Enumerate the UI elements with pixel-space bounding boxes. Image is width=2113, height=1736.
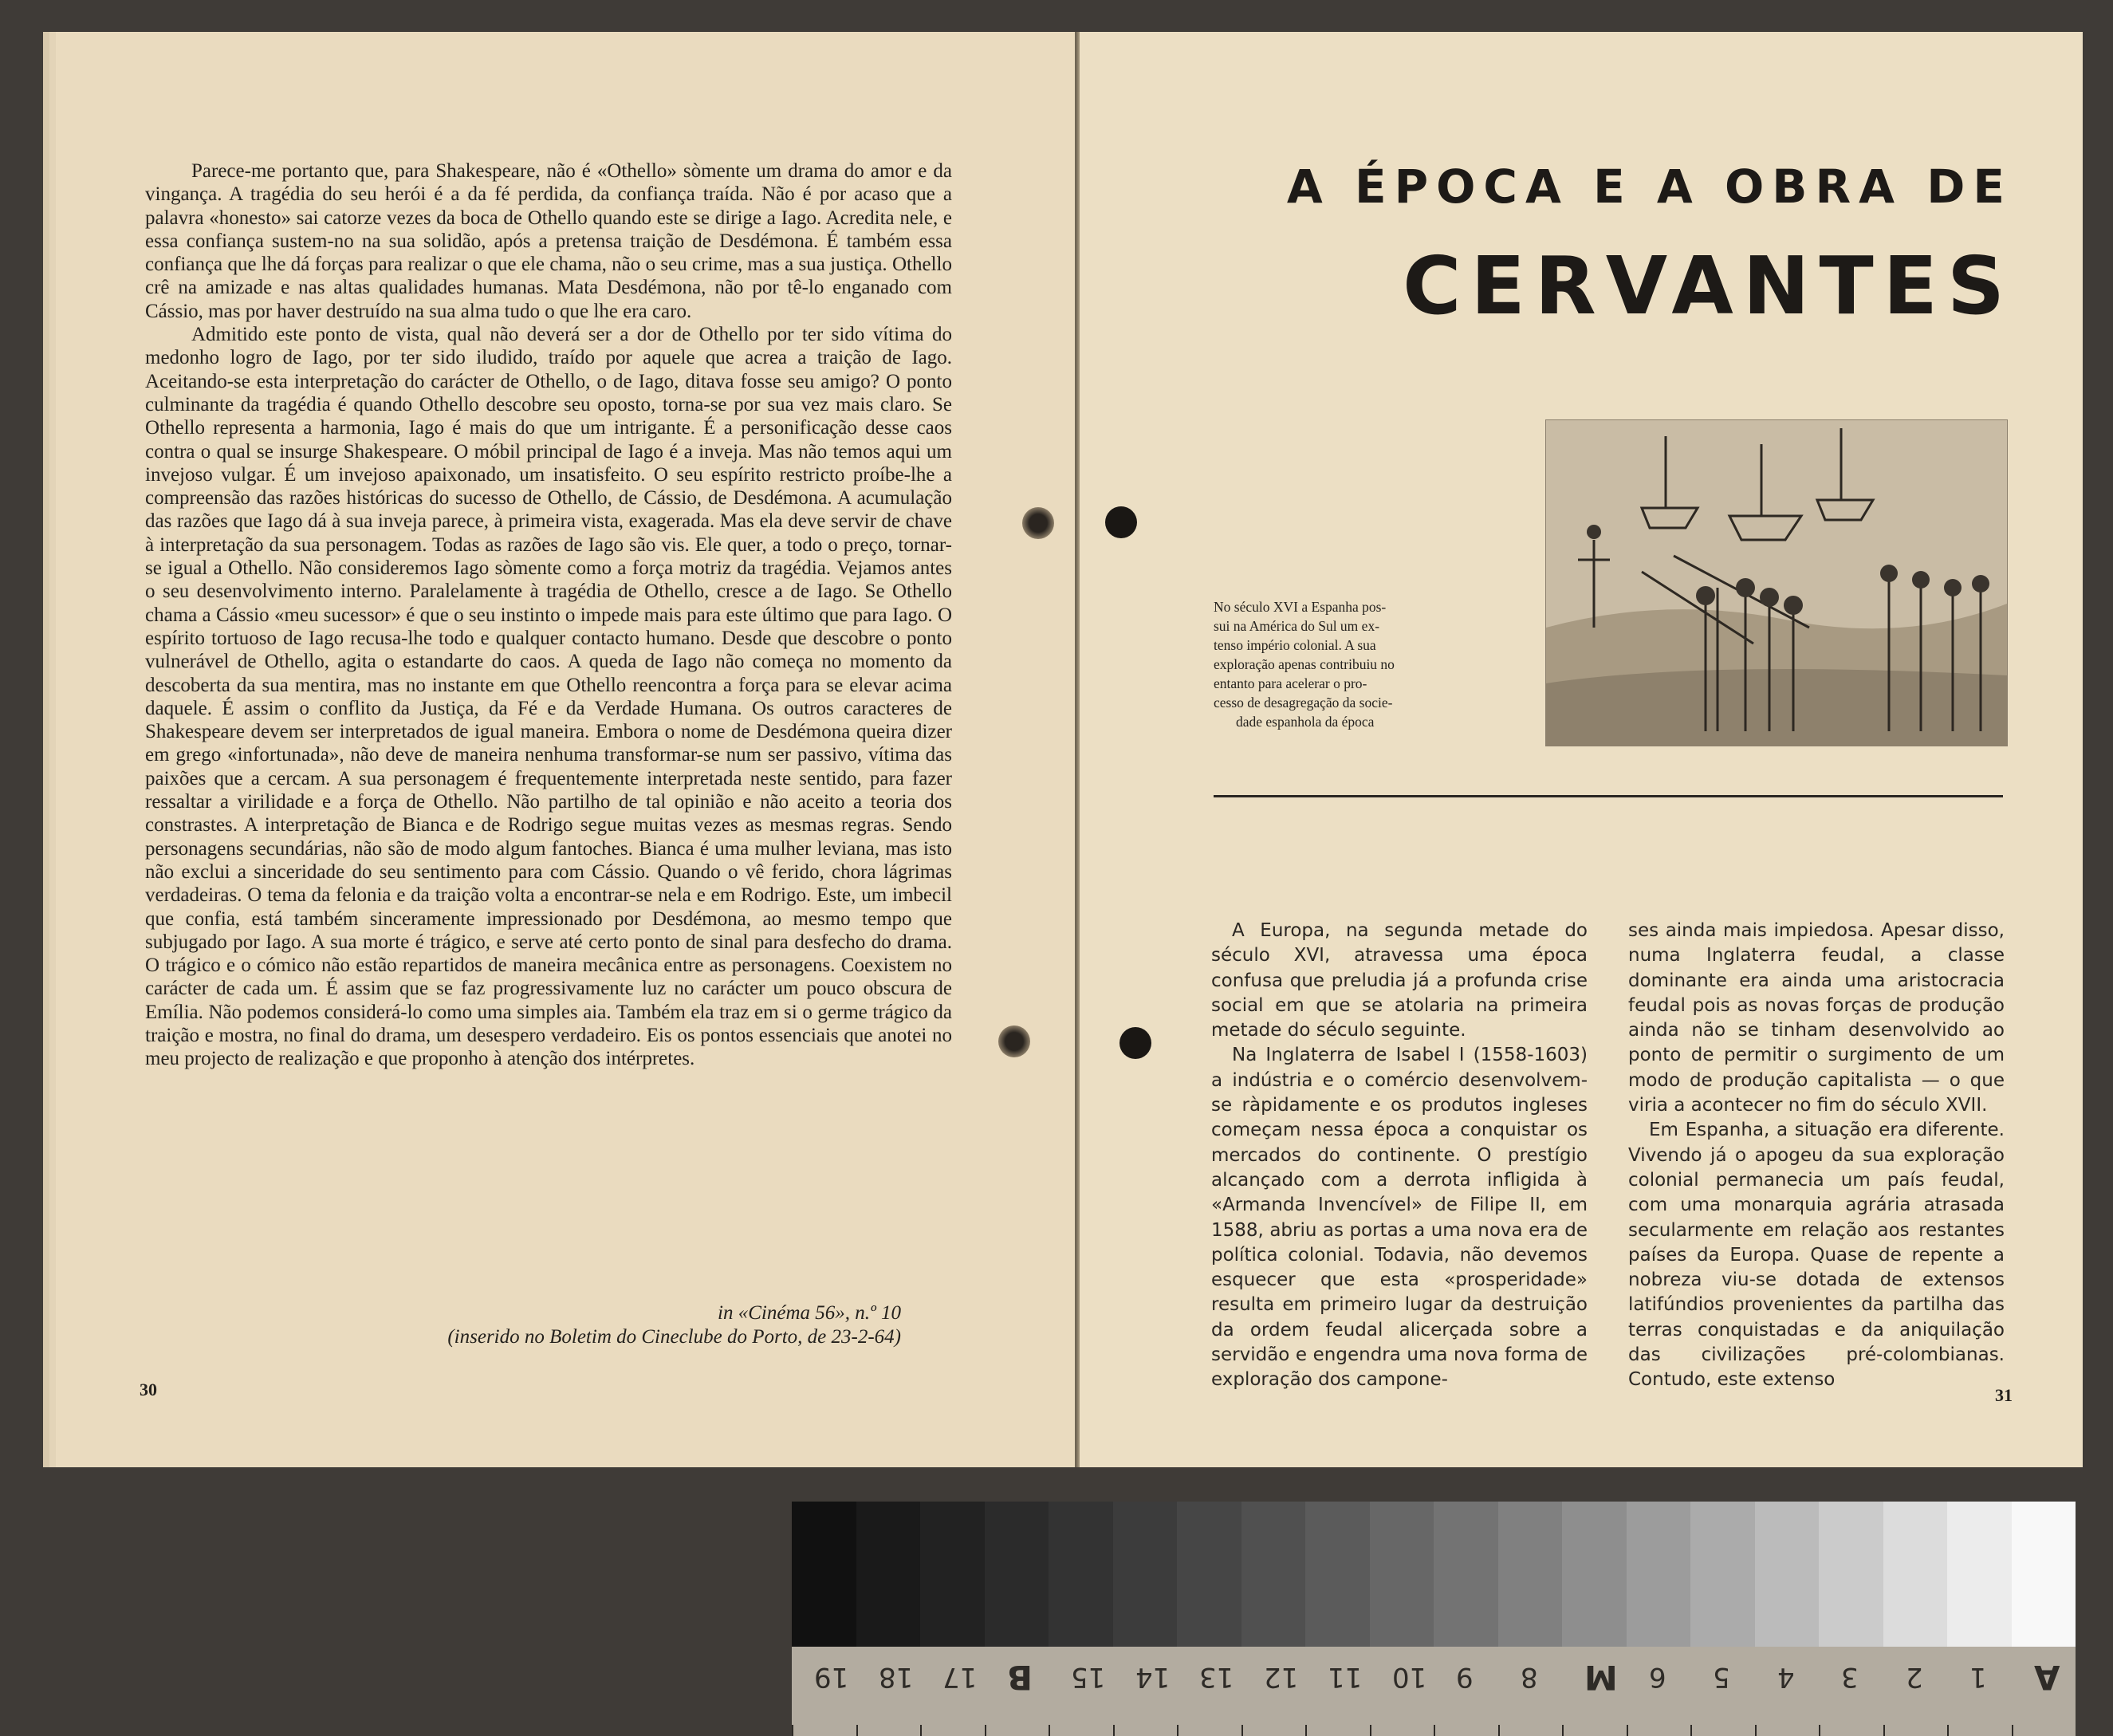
ruler-label: 1	[1969, 1661, 1987, 1693]
ruler-tick	[1755, 1725, 1757, 1736]
conquest-engraving-illustration	[1545, 419, 2008, 746]
left-page	[56, 32, 1075, 1467]
page-number: 30	[140, 1380, 157, 1399]
ruler-tick	[1305, 1725, 1307, 1736]
paragraph: A Europa, na segunda metade do século XVI, atravessa uma época confusa que preludia já a profunda crise social em que se atolaria na primeira metade do século seguinte.	[1211, 920, 1588, 1041]
ruler-tick	[1883, 1725, 1885, 1736]
paragraph: Na Inglaterra de Isabel I (1558-1603) a indústria e o comércio desenvolvem-se ràpidamente e os produtos ingleses começam nessa época a conquistar os mercados do continente. O prestígio alcançado com a derrota infligida à «Armanda Invencível» de Filipe II, em 1588, abriu as portas a uma nova era de política colonial. Todavia, não devemos esquecer que esta «prosperidade» resulta em primeiro lugar da destruição da ordem feudal alicerçada sobre a servidão e engendra uma nova forma de exploração dos campone-	[1211, 1045, 1588, 1391]
punch-hole	[1105, 506, 1137, 538]
horizontal-rule	[1214, 795, 2003, 797]
ruler-tick	[1370, 1725, 1371, 1736]
paragraph: Parece-me portanto que, para Shakespeare, não é «Othello» sòmente um drama do amor e da vingança. A tragédia do seu herói é a da fé perdida, da confiança traída. Não é por acaso que a palavra «honesto» sai catorze vezes da boca de Othello quando este se dirige a Iago. Acredita nele, e essa confiança sustem-no na sua solidão, após a pretensa traição de Desdémona. É também essa confiança que lhe dá forças para realizar o que ele chama, não o seu crime, mas a sua justiça. Othello crê na amizade e nas altas qualidades humanas. Mata Desdémona, não por tê-lo enganado com Cássio, mas por haver destruído na sua alma tudo o que lhe era caro.	[145, 160, 952, 322]
ruler-tick	[1627, 1725, 1628, 1736]
ruler-tick	[1947, 1725, 1949, 1736]
gray-swatch	[1883, 1502, 1948, 1647]
caption-line: No século XVI a Espanha pos-	[1214, 599, 1387, 615]
ruler-label: 12	[1263, 1661, 1299, 1693]
ruler-label: 11	[1328, 1661, 1363, 1693]
gray-swatch	[985, 1502, 1049, 1647]
caption-line: cesso de desagregação da socie-	[1214, 695, 1393, 711]
gray-swatch	[2012, 1502, 2076, 1647]
ruler-tick	[792, 1725, 793, 1736]
punch-hole	[1022, 507, 1054, 539]
ruler-label: 8	[1520, 1661, 1538, 1693]
gray-swatch	[1434, 1502, 1498, 1647]
ruler-label: 6	[1648, 1661, 1666, 1693]
source-citation-bulletin: (inserido no Boletim do Cineclube do Porto, de 23-2-64)	[447, 1326, 901, 1348]
punch-hole	[1119, 1027, 1151, 1059]
ruler-label: 13	[1199, 1661, 1234, 1693]
caption-line: dade espanhola da época	[1236, 714, 1375, 730]
ruler-label: 17	[942, 1661, 978, 1693]
ruler-label: 10	[1391, 1661, 1427, 1693]
ruler-tick	[985, 1725, 986, 1736]
ruler-label: 14	[1135, 1661, 1171, 1693]
article-title-cervantes: CERVANTES	[1403, 239, 2014, 333]
gray-swatch	[1113, 1502, 1178, 1647]
ruler-tick	[1562, 1725, 1564, 1736]
ruler-label: A	[2033, 1658, 2060, 1697]
paragraph: Admitido este ponto de vista, qual não deverá ser a dor de Othello por ter sido vítima do medonho logro de Iago, por ter sido iludido, traído por aquele que acrea a traição de Iago. Aceitando-se esta interpretação do carácter de Othello, o de Iago, ditava fosse seu amigo? O ponto culminante da tragédia é quando Othello descobre seu oposto, torna-se por sua vez mais claro. Se Othello representa a harmonia, Iago é mais do que um intrigante. É a personificação desse caos contra o qual se insurge Shakespeare. O móbil principal de Iago é a inveja. Mas não temos aqui um invejoso vulgar. É um invejoso apaixonado, um insatisfeito. O seu espírito restricto proíbe-lhe a compreensão das razões históricas do sucesso de Othello, de Cássio, de Desdémona. A acumulação das razões que Iago dá à sua inveja parece, à primeira vista, exagerada. Mas ela deve servir de chave à interpretação da sua personagem. Todas as razões de Iago são vis. Ele quer, a todo o preço, tornar-se igual a Othello. Não consideremos Iago sòmente como a força motriz da tragédia. Vejamos antes o seu desenvolvimento interno. Paralelamente à tragédia de Othello, cresce a de Iago. Se Othello chama a Cássio «meu sucessor» é que o seu instinto o impede mais para este último que para Iago. O espírito tortuoso de Iago recusa-lhe todo e qualquer contacto humano. Desde que descobre o ponto vulnerável de Othello, agita o estandarte do caos. A queda de Iago não começa no momento da descoberta da sua mentira, mas no instante em que Othello reencontra a força para se elevar acima daquele. É assim o conflito da Justiça, da Fé e da Verdade Humana. Os outros caracteres de Shakespeare devem ser interpretados de igual maneira. Embora o nome de Desdémona queira dizer em grego «infortunada», não deve de maneira nenhuma transformar-se num ser passivo, vítima das paixões que a cercam. A sua personagem é frequentemente interpretada neste sentido, para fazer ressaltar a virilidade e a força de Othello. Não partilho de tal opinião e não aceito a teoria dos constrastes. A interpretação de Bianca e de Rodrigo segue muitas vezes as mesmas regras. Sendo personagens secundárias, não são de modo algum fantoches. Bianca é uma mulher leviana, mas isto não exclui a sinceridade do seu sentimento para com Cássio. Quando o vê ferido, chora lágrimas verdadeiras. O tema da felonia e da traição volta a encontrar-se nela e em Rodrigo. Este, um imbecil que confia, está também sinceramente impressionado por Desdémona, ao mesmo tempo que subjugado por Iago. A sua morte é trágico, e serve até certo ponto de sinal para desfecho do drama. O trágico e o cómico não estão repartidos de maneira mecânica entre as personagens. Coexistem no carácter de cada um. É assim que se faz progressivamente luz no carácter um pouco obscura de Emília. Não podemos considerá-lo como uma simples aia. Também ela traz em si o germe trágico da traição e mostra, no final do drama, um desespero verdadeiro. Eis os pontos essenciais que anotei no meu projecto de realização e que proponho à atenção dos intérpretes.	[145, 324, 952, 1070]
ruler-label: 19	[814, 1661, 849, 1693]
ruler-tick	[1690, 1725, 1692, 1736]
caption-line: entanto para acelerar o pro-	[1214, 675, 1367, 691]
paragraph: Em Espanha, a situação era diferente. Vivendo já o apogeu da sua exploração colonial permanecia um país feudal, com uma monarquia agrária atrasada secularmente em relação aos restantes países da Europa. Quase de repente a nobreza viu-se dotada de extensos latifúndios provenientes da partilha das terras conquistadas e da aniquilação das civilizações pré-colombianas. Contudo, este extenso	[1628, 1120, 2005, 1391]
text-column-1	[1211, 919, 1588, 1393]
gray-swatch	[1690, 1502, 1755, 1647]
gray-swatch	[1177, 1502, 1241, 1647]
article-title-line1: A ÉPOCA E A OBRA DE	[1286, 159, 2013, 214]
gray-swatch	[1755, 1502, 1820, 1647]
paragraph: ses ainda mais impiedosa. Apesar disso, numa Inglaterra feudal, a classe dominante era ainda uma aristocracia feudal pois as novas forças de produção ainda não se tinham desenvolvido ao ponto de permitir o surgimento de um modo de produção capitalista — o que viria a acontecer no fim do século XVII.	[1628, 920, 2005, 1116]
gray-swatch	[792, 1502, 856, 1647]
gray-swatch	[1370, 1502, 1434, 1647]
ruler-tick	[1498, 1725, 1500, 1736]
ruler-tick	[1113, 1725, 1115, 1736]
ruler-label: 15	[1071, 1661, 1106, 1693]
measurement-ruler	[792, 1647, 2076, 1736]
ruler-tick	[856, 1725, 858, 1736]
gray-swatch	[1627, 1502, 1691, 1647]
gray-swatch	[1947, 1502, 2012, 1647]
gray-swatch	[1049, 1502, 1113, 1647]
ruler-label: 9	[1456, 1661, 1474, 1693]
ruler-tick	[1434, 1725, 1435, 1736]
gray-swatch	[1498, 1502, 1563, 1647]
grayscale-calibration-chart	[792, 1502, 2076, 1647]
ruler-tick	[1819, 1725, 1820, 1736]
ruler-tick	[1049, 1725, 1050, 1736]
ruler-tick	[1177, 1725, 1178, 1736]
ruler-label: 5	[1713, 1661, 1730, 1693]
ruler-tick	[920, 1725, 922, 1736]
caption-line: tenso império colonial. A sua	[1214, 637, 1376, 653]
ruler-label: B	[1006, 1658, 1033, 1697]
gray-swatch	[1305, 1502, 1370, 1647]
gray-swatch	[856, 1502, 921, 1647]
page-number: 31	[1995, 1385, 2013, 1405]
caption-line: exploração apenas contribuiu no	[1214, 656, 1395, 672]
gray-swatch	[1241, 1502, 1306, 1647]
gray-swatch	[1562, 1502, 1627, 1647]
ruler-label: 4	[1777, 1661, 1795, 1693]
caption-line: sui na América do Sul um ex-	[1214, 618, 1380, 634]
ruler-label: 2	[1905, 1661, 1923, 1693]
text-column-2	[1628, 919, 2005, 1393]
ruler-tick	[2012, 1725, 2013, 1736]
ruler-label: M	[1584, 1658, 1619, 1697]
source-citation: in «Cinéma 56», n.º 10	[718, 1302, 901, 1324]
left-page-body	[145, 159, 952, 1071]
punch-hole	[998, 1025, 1030, 1057]
gray-swatch	[920, 1502, 985, 1647]
illustration-caption	[1214, 597, 1454, 731]
ruler-label: 3	[1841, 1661, 1859, 1693]
ruler-tick	[1241, 1725, 1243, 1736]
ruler-label: 18	[878, 1661, 914, 1693]
gray-swatch	[1819, 1502, 1883, 1647]
right-page	[1080, 32, 2083, 1467]
